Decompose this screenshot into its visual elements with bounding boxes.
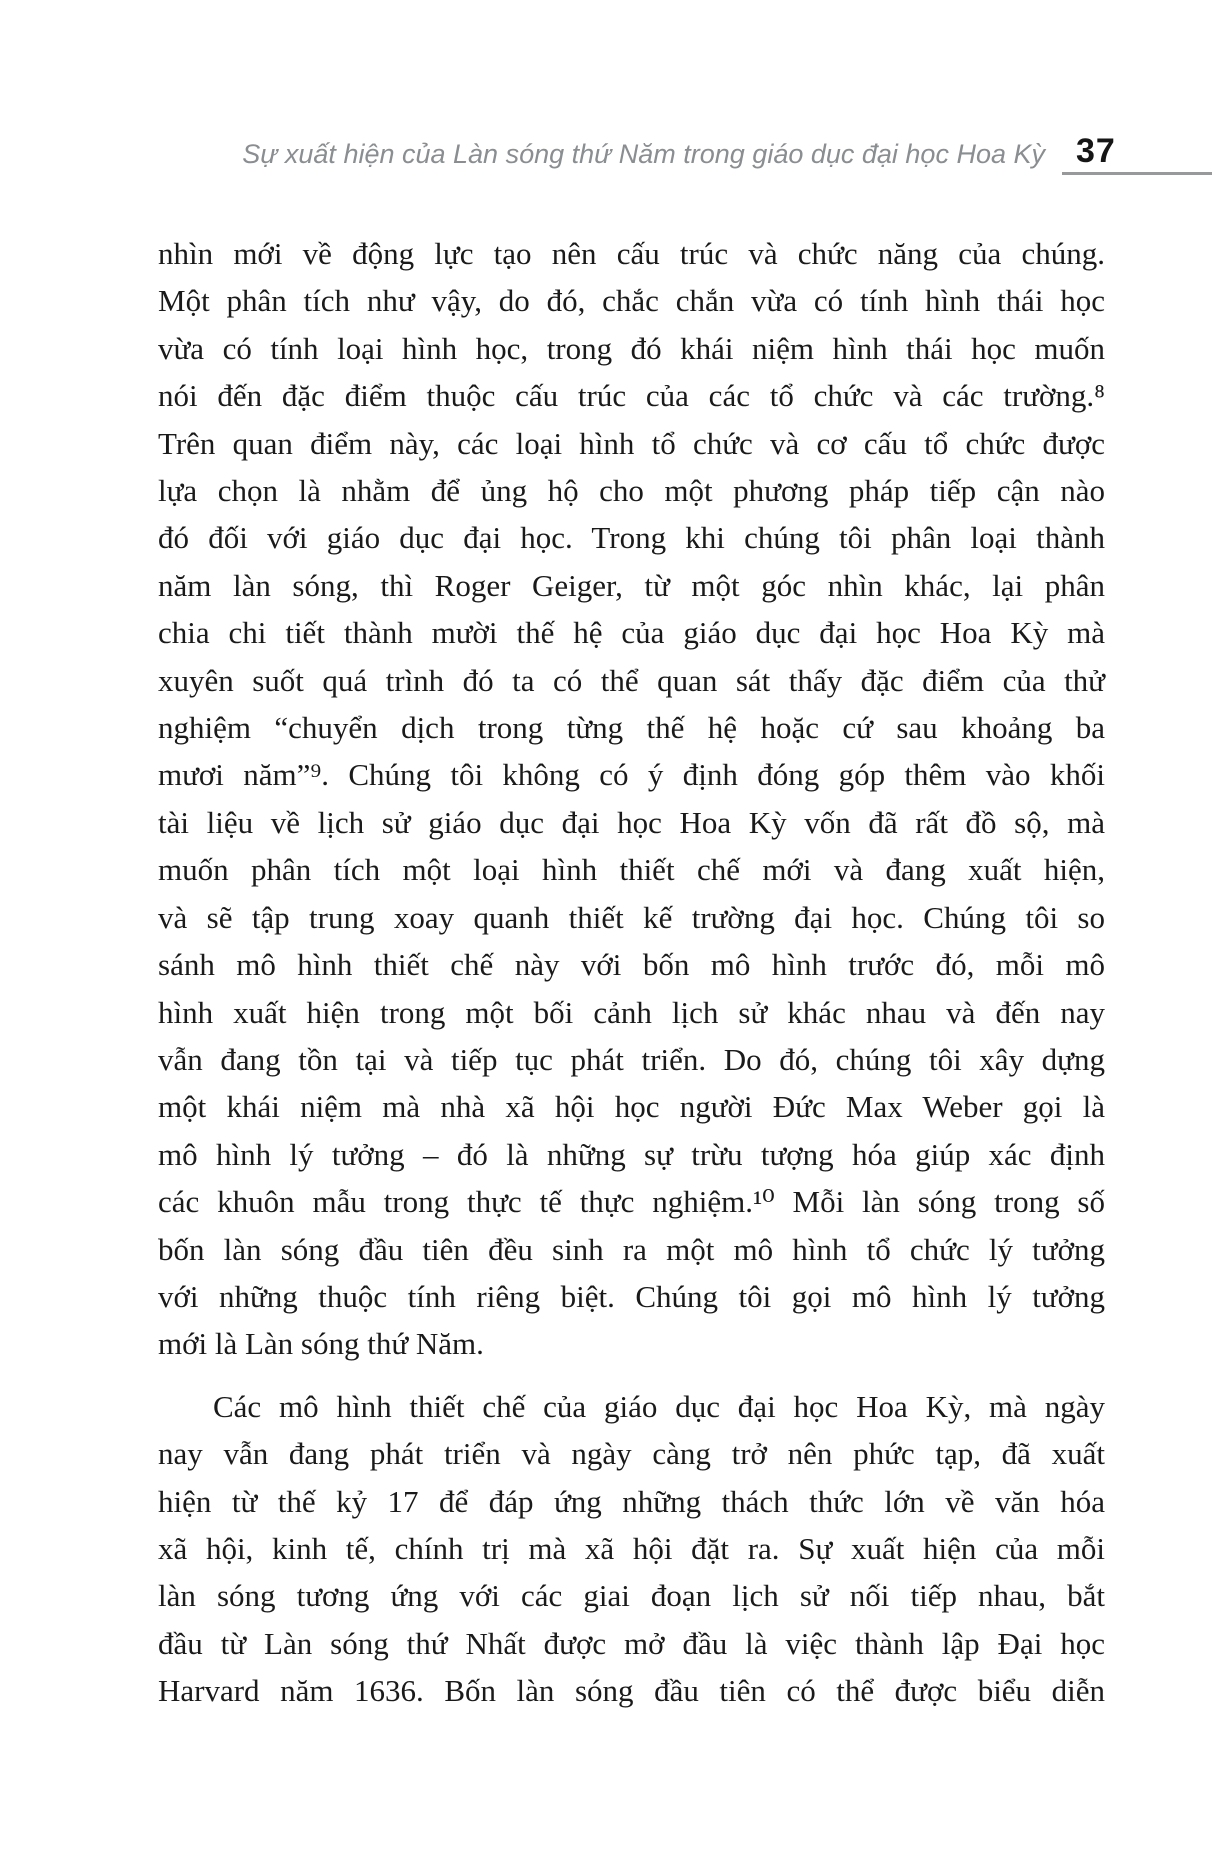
text-line: làn sóng tương ứng với các giai đoạn lịch sử nối tiếp nhau, bắt — [158, 1578, 1105, 1614]
text-line: hiện từ thế kỷ 17 để đáp ứng những thách thức lớn về văn hóa — [158, 1483, 1105, 1519]
text-line: nhìn mới về động lực tạo nên cấu trúc và chức năng của chúng. — [158, 236, 1105, 271]
text-line: các khuôn mẫu trong thực tế thực nghiệm.¹⁰ Mỗi làn sóng trong số — [158, 1184, 1105, 1220]
text-line: đó đối với giáo dục đại học. Trong khi chúng tôi phân loại thành — [158, 520, 1105, 556]
text-line: sánh mô hình thiết chế này với bốn mô hình trước đó, mỗi mô — [158, 947, 1105, 983]
text-line: xuyên suốt quá trình đó ta có thể quan sát thấy đặc điểm của thử — [158, 662, 1105, 698]
text-line: Trên quan điểm này, các loại hình tổ chức và cơ cấu tổ chức được — [158, 425, 1105, 461]
text-line: vẫn đang tồn tại và tiếp tục phát triển. Do đó, chúng tôi xây dựng — [158, 1041, 1105, 1077]
text-line: với những thuộc tính riêng biệt. Chúng tôi gọi mô hình lý tưởng — [158, 1278, 1105, 1314]
paragraph — [158, 230, 1105, 1368]
text-line: và sẽ tập trung xoay quanh thiết kế trường đại học. Chúng tôi so — [158, 899, 1105, 935]
text-line: Một phân tích như vậy, do đó, chắc chắn vừa có tính hình thái học — [158, 283, 1105, 319]
text-line: Harvard năm 1636. Bốn làn sóng đầu tiên có thể được biểu diễn — [158, 1673, 1105, 1709]
text-line: hình xuất hiện trong một bối cảnh lịch sử khác nhau và đến nay — [158, 994, 1105, 1030]
text-line: bốn làn sóng đầu tiên đều sinh ra một mô hình tổ chức lý tưởng — [158, 1231, 1105, 1267]
header-rule — [1062, 172, 1212, 175]
text-line: nay vẫn đang phát triển và ngày càng trở nên phức tạp, đã xuất — [158, 1436, 1105, 1472]
text-line: vừa có tính loại hình học, trong đó khái niệm hình thái học muốn — [158, 330, 1105, 366]
text-line: Các mô hình thiết chế của giáo dục đại học Hoa Kỳ, mà ngày — [213, 1388, 1105, 1424]
paragraph — [158, 1383, 1105, 1715]
text-line: lựa chọn là nhằm để ủng hộ cho một phương pháp tiếp cận nào — [158, 473, 1105, 509]
text-line: nói đến đặc điểm thuộc cấu trúc của các tổ chức và các trường.⁸ — [158, 378, 1105, 414]
body-text — [158, 230, 1105, 1715]
text-line: năm làn sóng, thì Roger Geiger, từ một góc nhìn khác, lại phân — [158, 567, 1105, 603]
text-line: một khái niệm mà nhà xã hội học người Đức Max Weber gọi là — [158, 1089, 1105, 1125]
text-line: mươi năm”⁹. Chúng tôi không có ý định đóng góp thêm vào khối — [158, 757, 1105, 793]
text-line: mô hình lý tưởng – đó là những sự trừu tượng hóa giúp xác định — [158, 1136, 1105, 1172]
text-line: nghiệm “chuyển dịch trong từng thế hệ hoặc cứ sau khoảng ba — [158, 710, 1105, 746]
text-line: muốn phân tích một loại hình thiết chế mới và đang xuất hiện, — [158, 852, 1105, 888]
running-title: Sự xuất hiện của Làn sóng thứ Năm trong giáo dục đại học Hoa Kỳ — [242, 139, 1045, 169]
text-line: xã hội, kinh tế, chính trị mà xã hội đặt ra. Sự xuất hiện của mỗi — [158, 1530, 1105, 1566]
text-line: tài liệu về lịch sử giáo dục đại học Hoa Kỳ vốn đã rất đồ sộ, mà — [158, 804, 1105, 840]
text-line: mới là Làn sóng thứ Năm. — [158, 1326, 484, 1362]
page-number: 37 — [1076, 132, 1116, 170]
text-line: chia chi tiết thành mười thế hệ của giáo dục đại học Hoa Kỳ mà — [158, 615, 1105, 651]
text-line: đầu từ Làn sóng thứ Nhất được mở đầu là việc thành lập Đại học — [158, 1625, 1105, 1661]
